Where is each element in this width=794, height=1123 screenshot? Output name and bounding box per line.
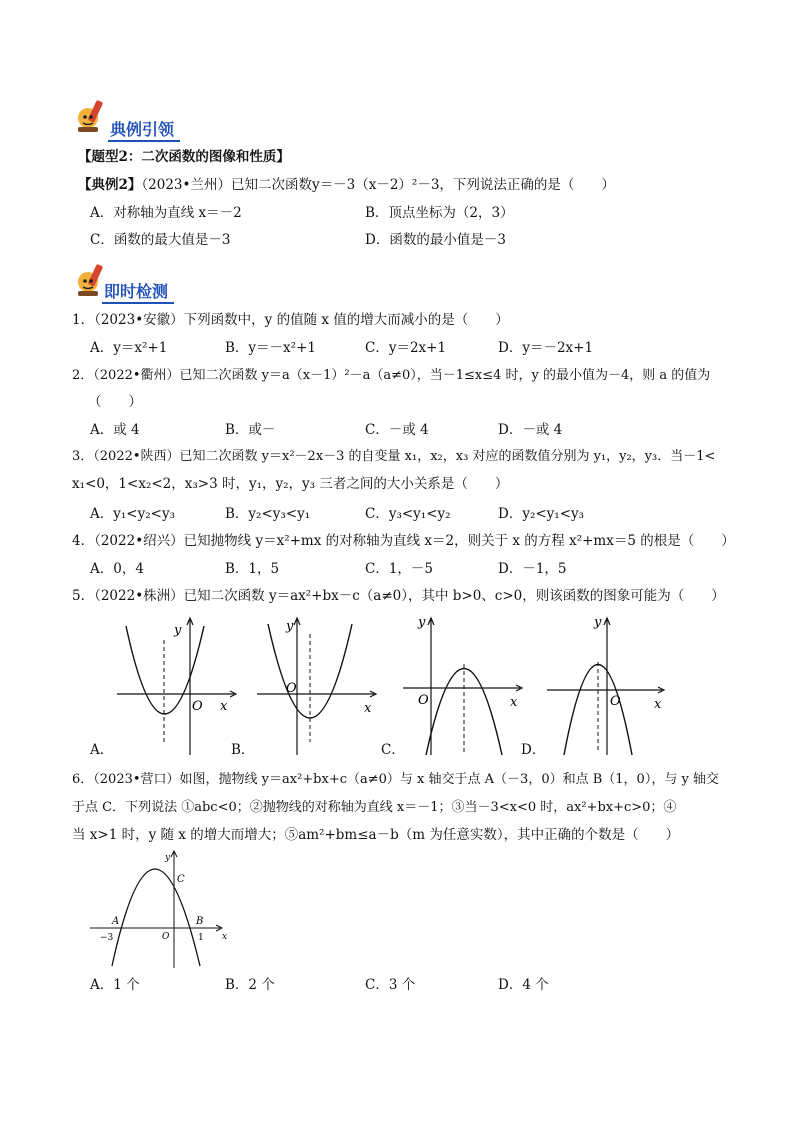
axis-label-y: y [286,619,294,634]
q6-stem-line2: 于点 C．下列说法 ①abc<0；②抛物线的对称轴为直线 x＝－1；③当－3<x<0 时，ax²+bx+c>0；④ [72,800,677,815]
example2-option-a: A．对称轴为直线 x＝－2 [90,205,242,221]
topic-heading: 【题型2：二次函数的图像和性质】 [78,149,290,165]
q6-option-b: B．2 个 [225,977,275,993]
tick-1: 1 [198,933,204,943]
axis-label-x: x [654,697,662,712]
origin-label: O [610,694,621,709]
svg-text:x: x [222,932,228,942]
example2-label: 【典例2】 [78,177,142,193]
q5-graph-c [398,612,533,757]
tick-neg3: −3 [100,933,114,943]
example2-stem: 【典例2】（2023•兰州）已知二次函数y＝－3（x－2）²－3，下列说法正确的是（ ） [78,177,615,193]
q5-option-b: B． [231,742,255,758]
q6-stem-line1: 6．（2023•营口）如图，抛物线 y＝ax²+bx+c（a≠0）与 x 轴交于点 A（－3，0）和点 B（1，0），与 y 轴交 [72,772,719,787]
q1-option-c: C．y＝2x+1 [365,340,447,356]
q2-option-b: B．或－ [225,422,276,438]
point-c-label: C [177,874,185,885]
q2-option-c: C．－或 4 [365,422,429,438]
point-a-label: A [112,916,120,927]
q4-option-b: B．1，5 [225,561,280,577]
q2-option-a: A．或 4 [90,422,140,438]
example2-option-b: B．顶点坐标为（2，3） [365,205,514,221]
q5-option-d: D． [521,742,546,758]
q2-stem: 2．（2022•衢州）已知二次函数 y＝a（x－1）²－a（a≠0），当－1≤x≤4 时，y 的最小值为－4，则 a 的值为 [72,368,711,383]
axis-label-y: y [594,615,602,630]
q5-option-a: A． [90,742,114,758]
q5-graph-a [112,612,242,757]
q3-stem-line1: 3．（2022•陕西）已知二次函数 y＝x²－2x－3 的自变量 x₁，x₂，x₃ 对应的函数值分别为 y₁，y₂，y₃．当－1< [72,449,716,464]
q6-option-c: C．3 个 [365,977,416,993]
pencil-mascot-icon [72,98,108,134]
q6-option-d: D．4 个 [498,977,549,993]
example2-source: （2023•兰州） [141,177,231,193]
q4-stem: 4．（2022•绍兴）已知抛物线 y＝x²+mx 的对称轴为直线 x＝2，则关于 x 的方程 x²+mx＝5 的根是（ ） [72,533,735,549]
q5-graph-d [542,612,672,757]
axis-label-y: y [418,615,426,630]
point-b-label: B [196,916,204,927]
q1-stem: 1．（2023•安徽）下列函数中，y 的值随 x 值的增大而减小的是（ ） [72,312,509,328]
q1-option-d: D．y＝－2x+1 [498,340,594,356]
q3-option-d: D．y₂<y₁<y₃ [498,506,585,522]
example2-option-c: C．函数的最大值是－3 [90,232,231,248]
q3-stem-line2: x₁<0，1<x₂<2，x₃>3 时，y₁，y₂，y₃ 三者之间的大小关系是（ ） [72,476,509,492]
q4-option-d: D．－1，5 [498,561,567,577]
q5-graph-b [252,612,382,757]
q1-option-a: A．y＝x²+1 [90,340,168,356]
example2-option-d: D．函数的最小值是－3 [365,232,506,248]
q4-option-a: A．0，4 [90,561,144,577]
section-title-check: 即时检测 [102,282,174,304]
q5-option-c: C． [381,742,405,758]
origin-label: O [418,693,429,708]
axis-label-y: y [174,623,182,638]
q3-option-c: C．y₃<y₁<y₂ [365,506,451,522]
q6-option-a: A．1 个 [90,977,140,993]
q5-stem: 5．（2022•株洲）已知二次函数 y＝ax²+bx－c（a≠0），其中 b>0、c>0，则该函数的图象可能为（ ） [72,588,725,604]
origin-label: O [192,699,203,714]
axis-label-x: x [510,695,518,710]
origin-label: O [162,932,170,942]
q1-option-b: B．y＝－x²+1 [225,340,316,356]
svg-text:y: y [165,853,171,863]
q6-stem-line3: 当 x>1 时，y 随 x 的增大而增大；⑤am²+bm≤a－b（m 为任意实数），其中正确的个数是（ ） [72,827,680,843]
q3-option-a: A．y₁<y₂<y₃ [90,506,175,522]
q2-option-d: D．－或 4 [498,422,563,438]
example2-formula: y＝－3（x－2）²－3 [311,177,440,193]
q2-blank: （ ） [88,394,142,410]
axis-label-x: x [220,699,228,714]
q4-option-c: C．1，－5 [365,561,434,577]
origin-label: O [286,681,297,696]
axis-label-x: x [364,701,372,716]
section-title-example: 典例引领 [108,120,180,142]
q6-parabola-figure [86,848,231,970]
q3-option-b: B．y₂<y₃<y₁ [225,506,311,522]
